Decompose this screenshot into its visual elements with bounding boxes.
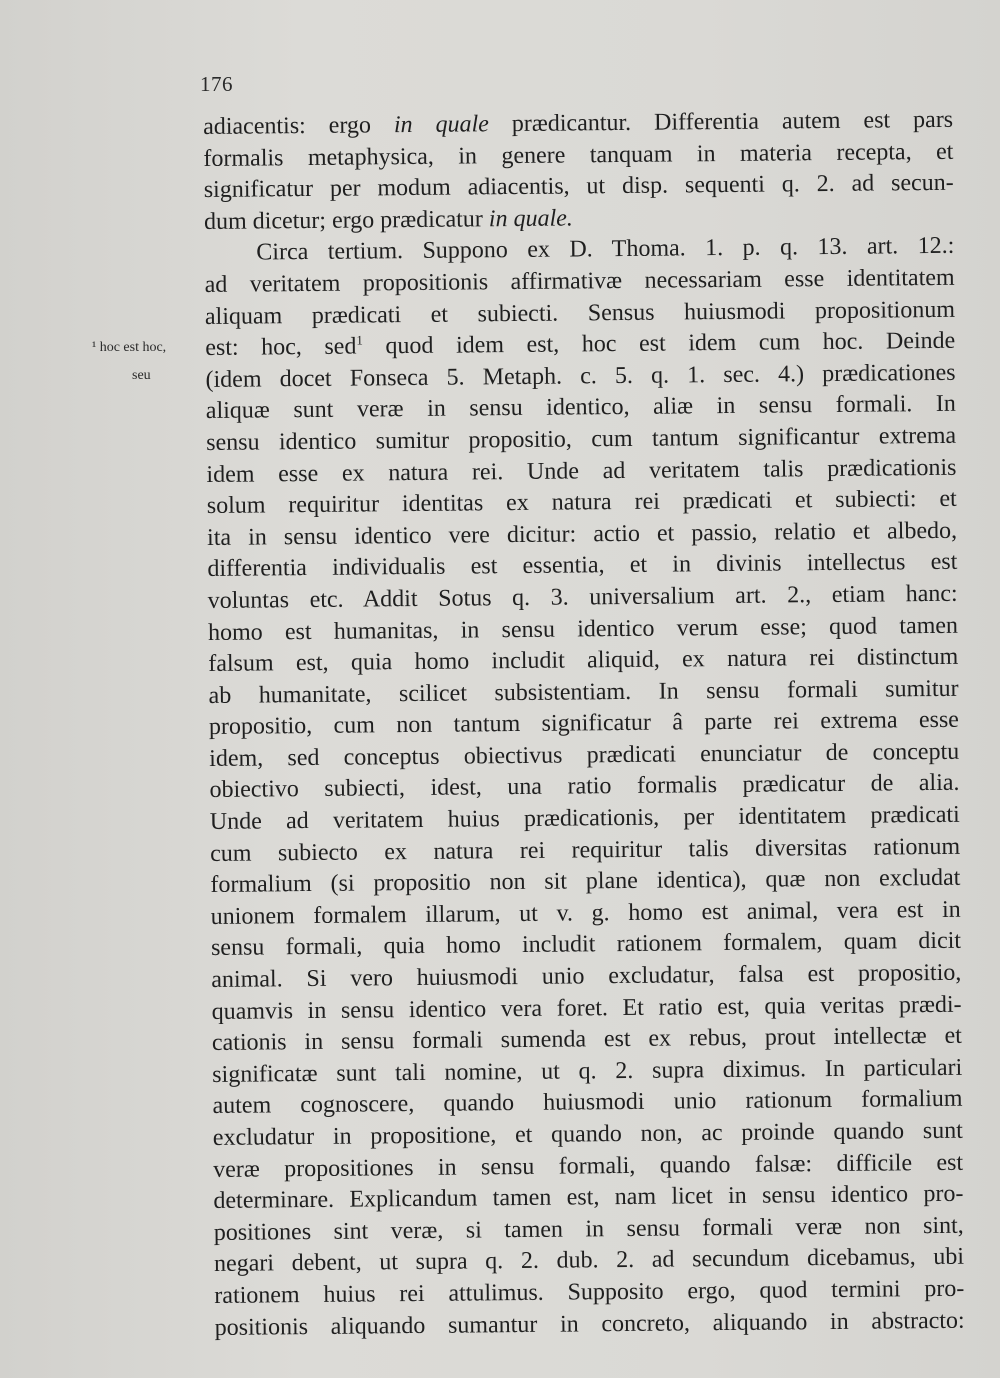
text-segment: quamvis in sensu identico vera foret. Et ratio est, quia veritas prædi- — [211, 991, 962, 1025]
text-segment: idem esse ex natura rei. Unde ad veritatem talis prædicationis — [206, 454, 957, 488]
text-segment: Unde ad veritatem huius prædicationis, per identitatem prædicati — [209, 801, 960, 836]
text-segment: falsum est, quia homo includit aliquid, ex natura rei distinctum — [208, 643, 959, 678]
text-segment: obiectivo subiecti, idest, una ratio formalis prædicatur de alia. — [209, 770, 960, 804]
text-segment: cationis in sensu formali sumenda est ex rebus, prout intellectæ et — [211, 1022, 963, 1057]
text-segment: dum dicetur; ergo prædicatur — [203, 206, 489, 235]
text-segment: positiones sint veræ, si tamen in sensu formali veræ non sint, — [213, 1212, 964, 1246]
italic-text: in quale — [393, 111, 489, 139]
body-text — [203, 105, 965, 1344]
footnote-marker: 1 — [356, 332, 363, 348]
text-segment: prædicantur. Differentia autem est pars — [488, 106, 954, 138]
text-segment: aliquæ sunt veræ in sensu identico, aliæ in sensu formali. In — [205, 391, 956, 425]
text-segment: voluntas etc. Addit Sotus q. 3. universalium art. 2., etiam hanc: — [207, 580, 958, 614]
text-segment: solum requiritur identitas ex natura rei prædicati et subiecti: et — [206, 485, 957, 520]
text-segment: excludatur in propositione, et quando non, ac proinde quando sunt — [212, 1117, 963, 1151]
text-segment: adiacentis: ergo — [203, 112, 395, 140]
text-segment: sensu formali, quia homo includit rationem formalem, quam dicit — [210, 928, 962, 962]
text-segment: idem, sed conceptus obiectivus prædicati enunciatur de conceptu — [209, 738, 960, 772]
margin-note-line-2: seu — [132, 368, 151, 383]
text-segment: Circa tertium. Suppono ex D. Thoma. 1. p. q. 13. art. 12.: — [256, 233, 955, 266]
text-segment: determinare. Explicandum tamen est, nam licet in sensu identico pro- — [213, 1180, 964, 1215]
text-segment: cum subiecto ex natura rei requiritur talis diversitas rationum — [209, 833, 961, 867]
text-segment: (idem docet Fonseca 5. Metaph. c. 5. q. 1. sec. 4.) prædicationes — [205, 359, 956, 393]
margin-note-line-1: ¹ hoc est hoc, — [92, 340, 167, 355]
text-line — [215, 1305, 965, 1344]
text-segment: veræ propositiones in sensu formali, quando falsæ: difficile est — [213, 1149, 964, 1183]
text-segment: ita in sensu identico vere dicitur: actio et passio, relatio et albedo, — [206, 517, 958, 551]
text-segment: negari debent, ut supra q. 2. dub. 2. ad secundum dicebamus, ubi — [213, 1244, 965, 1278]
text-segment: ad veritatem propositionis affirmativæ necessariam esse identitatem — [204, 264, 955, 298]
text-segment: autem cognoscere, quando huiusmodi unio rationum formalium — [212, 1086, 963, 1120]
text-segment: unionem formalem illarum, ut v. g. homo est animal, vera est in — [210, 896, 961, 930]
text-segment: est: hoc, sed — [205, 333, 357, 362]
text-segment: propositio, cum non tantum significatur â parte rei extrema esse — [208, 707, 959, 741]
text-segment: aliquam prædicati et subiecti. Sensus huiusmodi propositionum — [204, 296, 956, 330]
text-segment: quod idem est, hoc est idem cum hoc. Deinde — [362, 327, 956, 360]
text-segment: formalium (si propositio non sit plane identica), quæ non excludat — [210, 865, 961, 899]
text-segment: significatæ sunt tali nomine, ut q. 2. supra diximus. In particulari — [212, 1054, 963, 1088]
text-segment: sensu identico sumitur propositio, cum tantum significantur extrema — [206, 422, 957, 456]
text-segment: ab humanitate, scilicet subsistentiam. In sensu formali sumitur — [208, 675, 959, 709]
margin-note — [92, 334, 202, 390]
text-segment: animal. Si vero huiusmodi unio excludatur, falsa est propositio, — [211, 959, 962, 993]
page-number: 176 — [200, 72, 233, 96]
text-segment: positionis aliquando sumantur in concreto, aliquando in abstracto: — [214, 1307, 965, 1341]
text-segment: significatur per modum adiacentis, ut disp. sequenti q. 2. ad secun- — [203, 169, 954, 204]
text-segment: rationem huius rei attulimus. Supposito ergo, quod termini pro- — [214, 1275, 965, 1309]
text-segment: differentia individualis est essentia, et in divinis intellectus est — [207, 549, 958, 583]
text-segment: homo est humanitas, in sensu identico verum esse; quod tamen — [207, 612, 959, 646]
italic-text: in quale. — [488, 205, 573, 233]
text-segment: formalis metaphysica, in genere tanquam in materia recepta, et — [203, 138, 954, 172]
